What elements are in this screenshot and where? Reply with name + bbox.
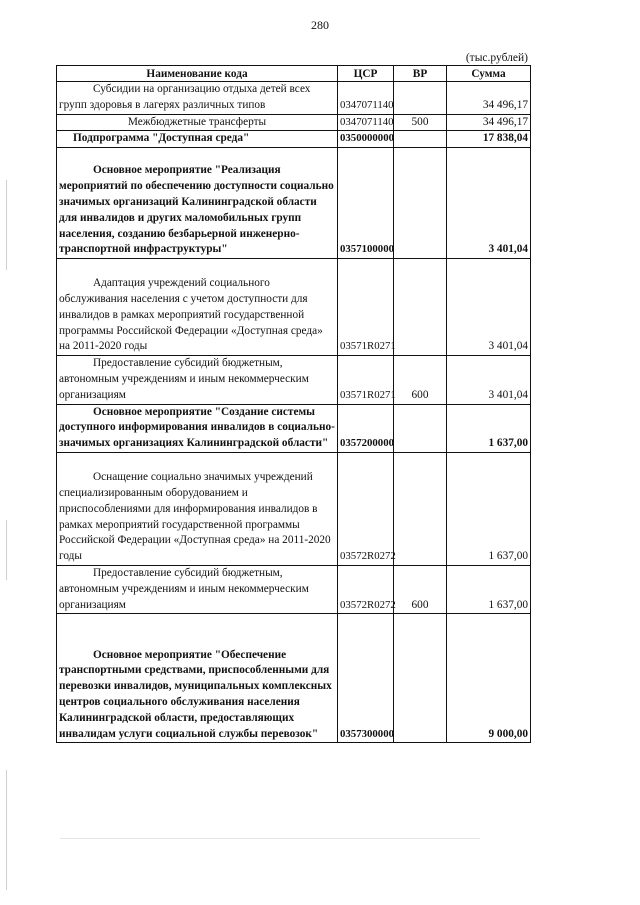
row-name: Основное мероприятие "Обеспечение транспортными средствами, приспособленными для перевозки инвалидов, муниципальных комплексных центров социального обслуживания населения Калининградской области, предоставляющих инвалидам услуги социальной службы перевозок" bbox=[57, 614, 338, 743]
page-number: 280 bbox=[311, 18, 329, 32]
table-row bbox=[57, 131, 531, 148]
row-sum: 3 401,04 bbox=[447, 356, 531, 404]
row-sum: 17 838,04 bbox=[447, 131, 531, 148]
header-name: Наименование кода bbox=[57, 66, 338, 82]
row-csr: 03571R0271 bbox=[338, 356, 394, 404]
row-sum: 34 496,17 bbox=[447, 114, 531, 131]
header-csr: ЦСР bbox=[338, 66, 394, 82]
row-vr bbox=[394, 148, 447, 259]
row-csr: 03572R0272 bbox=[338, 565, 394, 613]
row-vr bbox=[394, 259, 447, 356]
table-row bbox=[57, 114, 531, 131]
row-csr: 0357100000 bbox=[338, 148, 394, 259]
row-csr: 03572R0272 bbox=[338, 452, 394, 565]
header-vr: ВР bbox=[394, 66, 447, 82]
row-vr bbox=[394, 131, 447, 148]
row-sum: 34 496,17 bbox=[447, 82, 531, 115]
row-vr bbox=[394, 82, 447, 115]
row-csr: 0357300000 bbox=[338, 614, 394, 743]
row-vr: 600 bbox=[394, 356, 447, 404]
row-sum: 3 401,04 bbox=[447, 259, 531, 356]
table-row bbox=[57, 356, 531, 404]
row-name: Основное мероприятие "Реализация мероприятий по обеспечению доступности социально значимых организаций Калининградской области для инвалидов и других маломобильных групп населения, созданию безбарьерной инженерно-транспортной инфраструктуры" bbox=[57, 148, 338, 259]
row-name: Предоставление субсидий бюджетным, автономным учреждениям и иным некоммерческим организациям bbox=[57, 356, 338, 404]
budget-table bbox=[56, 65, 531, 743]
scan-mark bbox=[6, 520, 7, 580]
row-vr bbox=[394, 404, 447, 452]
row-name: Адаптация учреждений социального обслуживания населения с учетом доступности для инвалидов в рамках мероприятий государственной программы Российской Федерации «Доступная среда» на 2011-2020 годы bbox=[57, 259, 338, 356]
row-sum: 1 637,00 bbox=[447, 565, 531, 613]
row-csr: 0357200000 bbox=[338, 404, 394, 452]
row-csr: 0347071140 bbox=[338, 114, 394, 131]
row-csr: 03571R0271 bbox=[338, 259, 394, 356]
table-row bbox=[57, 148, 531, 259]
row-sum: 1 637,00 bbox=[447, 404, 531, 452]
scan-mark bbox=[6, 180, 7, 270]
row-name: Оснащение социально значимых учреждений специализированным оборудованием и приспособлениями для информирования инвалидов в рамках мероприятий государственной программы Российской Федерации «Доступная среда» на 2011-2020 годы bbox=[57, 452, 338, 565]
scan-line bbox=[60, 838, 480, 839]
scan-mark bbox=[6, 770, 7, 890]
row-vr: 500 bbox=[394, 114, 447, 131]
row-sum: 3 401,04 bbox=[447, 148, 531, 259]
table-row bbox=[57, 82, 531, 115]
table-row bbox=[57, 565, 531, 613]
row-name: Основное мероприятие "Создание системы доступного информирования инвалидов в социально-значимых организациях Калининградской области" bbox=[57, 404, 338, 452]
row-name: Подпрограмма "Доступная среда" bbox=[57, 131, 338, 148]
table-row bbox=[57, 452, 531, 565]
row-sum: 9 000,00 bbox=[447, 614, 531, 743]
table-row bbox=[57, 614, 531, 743]
table-row bbox=[57, 404, 531, 452]
row-name: Межбюджетные трансферты bbox=[57, 114, 338, 131]
table-header-row bbox=[57, 66, 531, 82]
row-name: Субсидии на организацию отдыха детей всех групп здоровья в лагерях различных типов bbox=[57, 82, 338, 115]
row-vr bbox=[394, 452, 447, 565]
header-sum: Сумма bbox=[447, 66, 531, 82]
row-vr bbox=[394, 614, 447, 743]
row-name: Предоставление субсидий бюджетным, автономным учреждениям и иным некоммерческим организациям bbox=[57, 565, 338, 613]
table-row bbox=[57, 259, 531, 356]
row-sum: 1 637,00 bbox=[447, 452, 531, 565]
units-label: (тыс.рублей) bbox=[465, 52, 528, 64]
row-csr: 0347071140 bbox=[338, 82, 394, 115]
row-csr: 0350000000 bbox=[338, 131, 394, 148]
row-vr: 600 bbox=[394, 565, 447, 613]
